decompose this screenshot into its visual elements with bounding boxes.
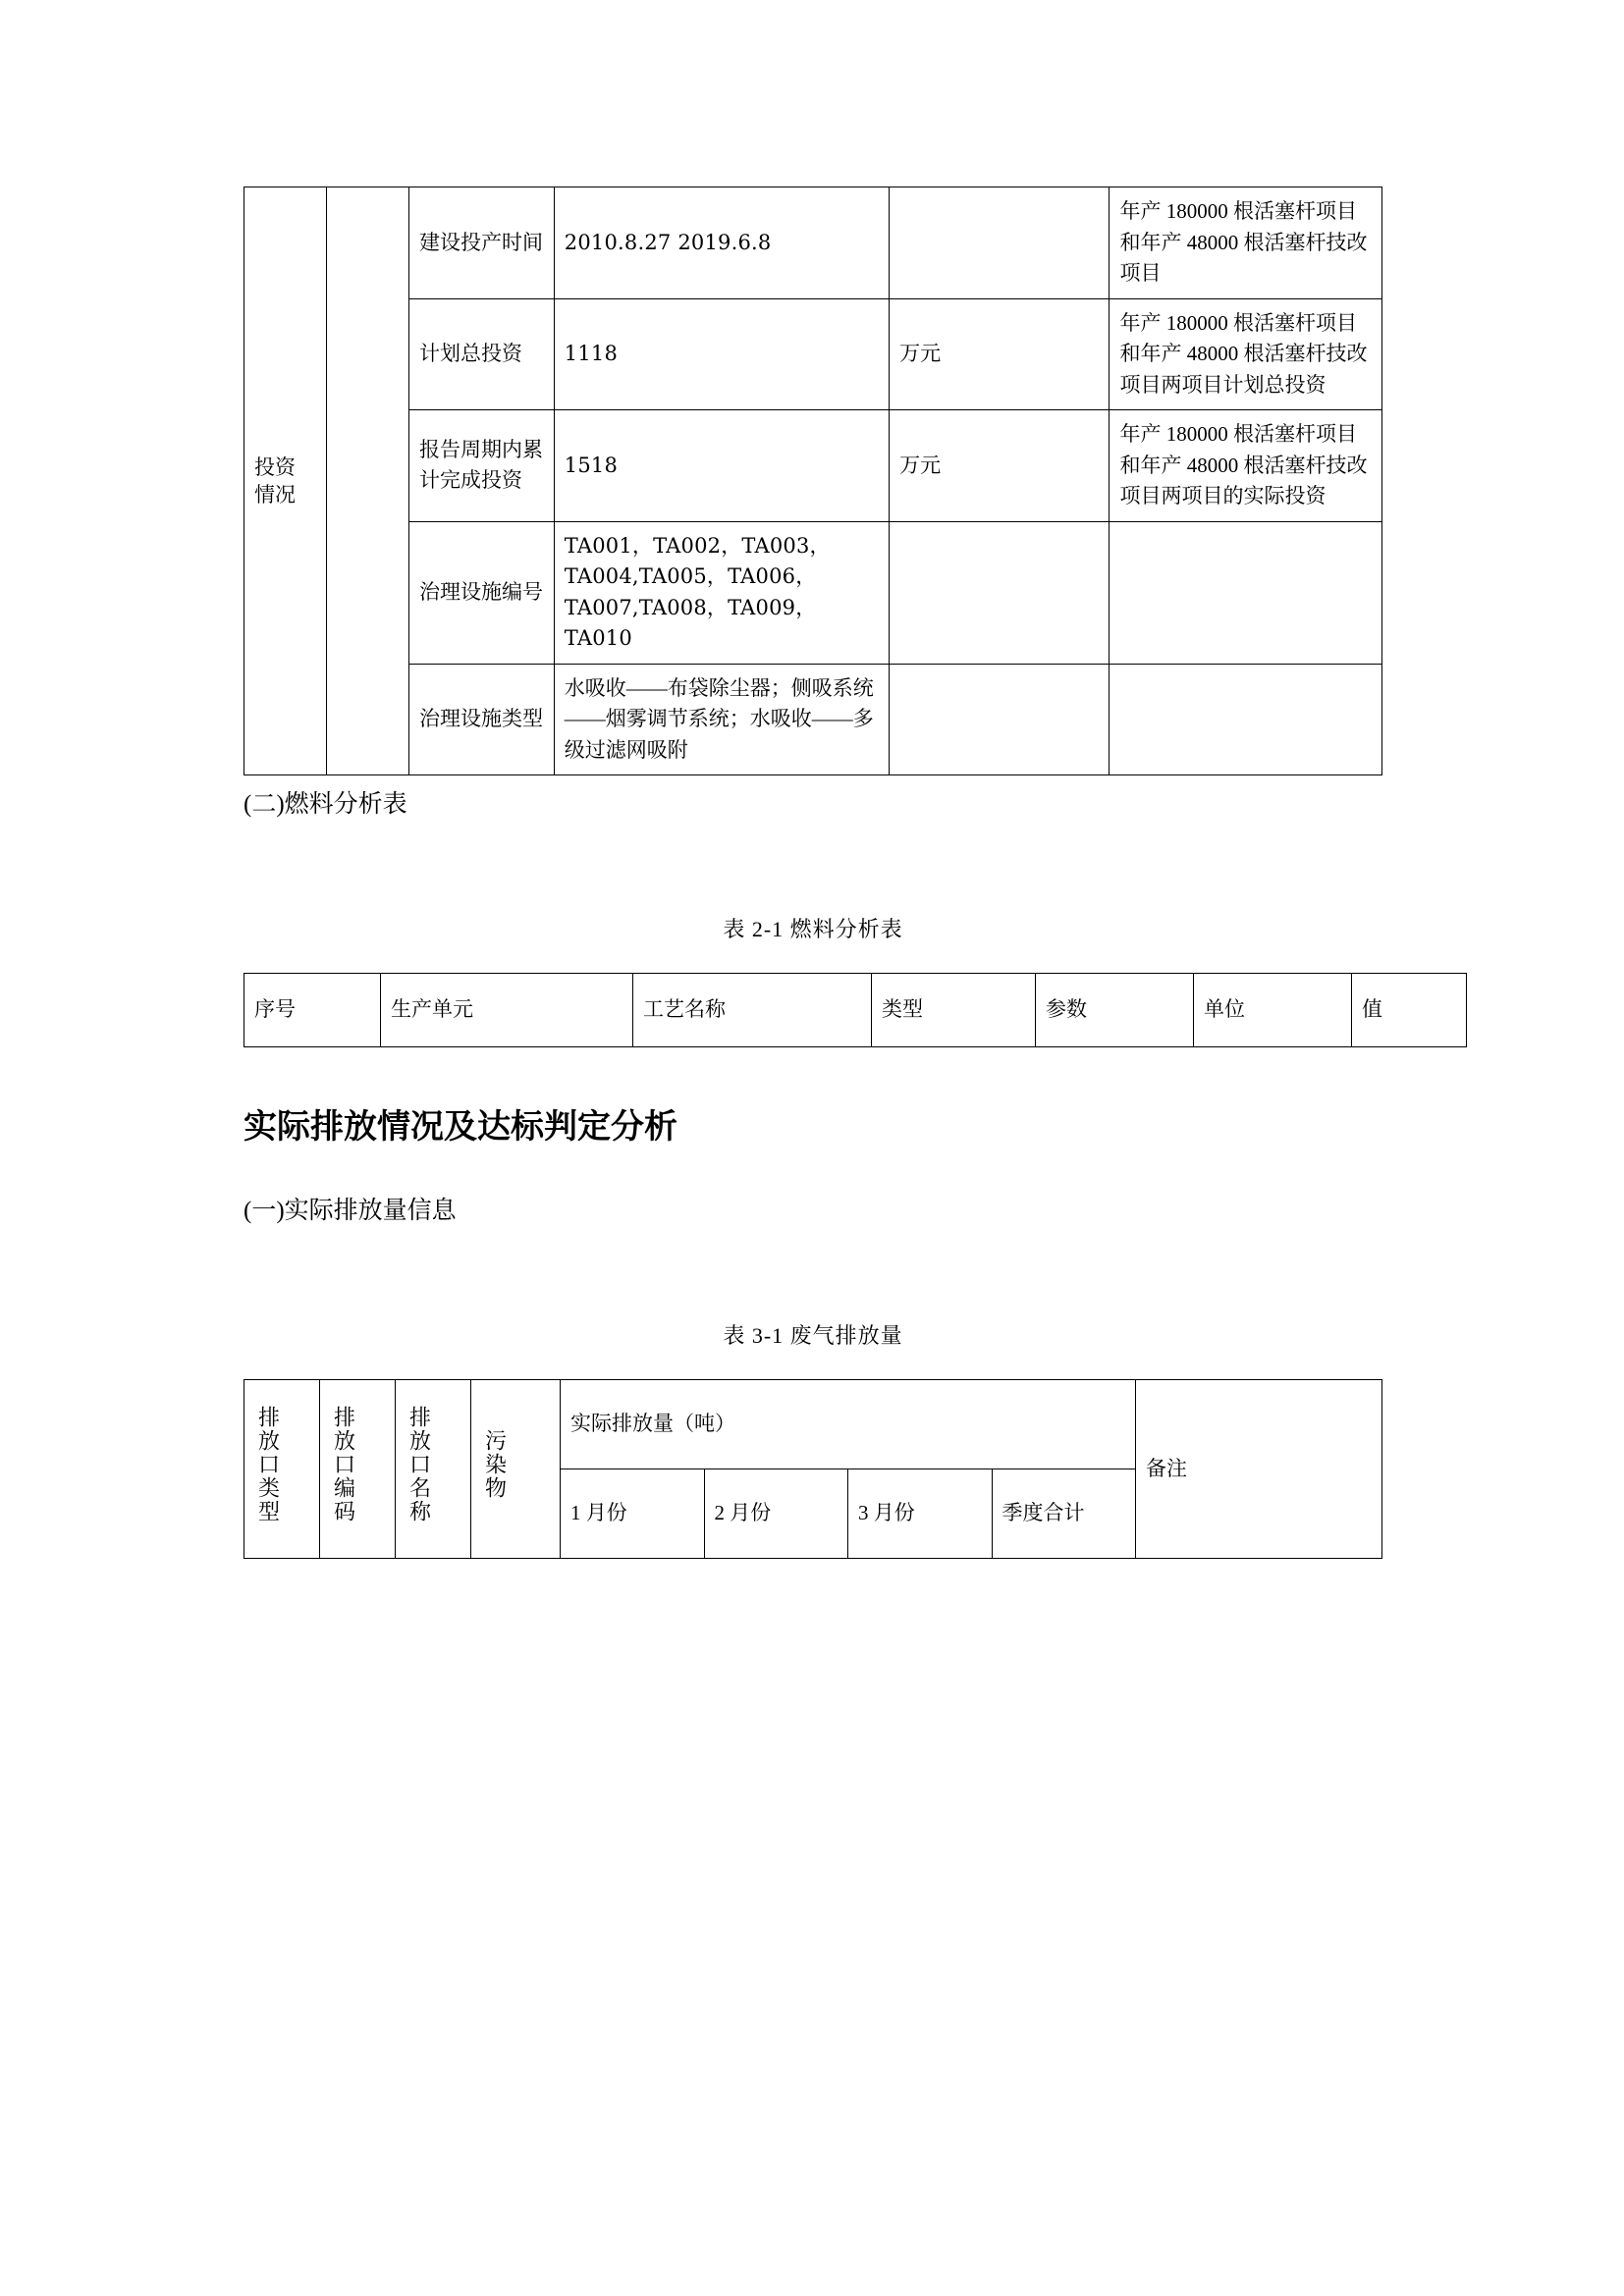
col-header-outlet-type xyxy=(244,1380,320,1559)
col-header-outlet-type-text: 排放口类型 xyxy=(255,1405,281,1523)
table-header-row xyxy=(244,974,1467,1047)
row-unit xyxy=(890,521,1110,664)
table-row xyxy=(244,521,1382,664)
row-unit: 万元 xyxy=(890,298,1110,410)
table-row xyxy=(244,664,1382,775)
page-content xyxy=(244,187,1382,1559)
col-header-outlet-code xyxy=(320,1380,396,1559)
table-row xyxy=(244,187,1382,299)
group-label-line2: 情况 xyxy=(254,483,296,507)
col-header-month-3: 3 月份 xyxy=(848,1469,993,1559)
col-header-unit: 单位 xyxy=(1194,974,1352,1047)
col-header-pollutant-text: 污染物 xyxy=(482,1428,508,1500)
row-label: 治理设施编号 xyxy=(409,521,555,664)
col-header-month-2: 2 月份 xyxy=(704,1469,848,1559)
row-note: 年产 180000 根活塞杆项目和年产 48000 根活塞杆技改项目两项目的实际投资 xyxy=(1110,410,1382,522)
col-header-process-name: 工艺名称 xyxy=(633,974,872,1047)
col-header-pollutant xyxy=(471,1380,561,1559)
col-header-month-1: 1 月份 xyxy=(561,1469,705,1559)
row-unit: 万元 xyxy=(890,410,1110,522)
investment-group-label xyxy=(244,187,327,775)
emission-section-title: 实际排放情况及达标判定分析 xyxy=(244,1107,677,1147)
row-note xyxy=(1110,664,1382,775)
col-header-quarter-total: 季度合计 xyxy=(992,1469,1136,1559)
table-row xyxy=(244,410,1382,522)
row-label: 治理设施类型 xyxy=(409,664,555,775)
row-note: 年产 180000 根活塞杆项目和年产 48000 根活塞杆技改项目 xyxy=(1110,187,1382,299)
row-value: 1118 xyxy=(554,298,889,410)
investment-table xyxy=(244,187,1382,775)
emission-table-caption: 表 3-1 废气排放量 xyxy=(723,1323,903,1348)
table-row xyxy=(244,298,1382,410)
fuel-section-heading: (二)燃料分析表 xyxy=(244,791,407,818)
row-note: 年产 180000 根活塞杆项目和年产 48000 根活塞杆技改项目两项目计划总投资 xyxy=(1110,298,1382,410)
col-header-actual-emission-group: 实际排放量（吨） xyxy=(561,1380,1136,1469)
fuel-table-caption: 表 2-1 燃料分析表 xyxy=(723,917,903,941)
col-header-outlet-name-text: 排放口名称 xyxy=(406,1405,432,1523)
col-header-outlet-code-text: 排放口编码 xyxy=(331,1405,356,1523)
col-header-production-unit: 生产单元 xyxy=(381,974,633,1047)
col-header-value: 值 xyxy=(1352,974,1467,1047)
table-header-row-top xyxy=(244,1380,1382,1469)
row-value: 水吸收——布袋除尘器；侧吸系统——烟雾调节系统；水吸收——多级过滤网吸附 xyxy=(554,664,889,775)
emission-subheading: (一)实际排放量信息 xyxy=(244,1198,457,1224)
investment-blank-column xyxy=(327,187,409,775)
row-unit xyxy=(890,187,1110,299)
row-label: 建设投产时间 xyxy=(409,187,555,299)
waste-gas-emission-table xyxy=(244,1379,1382,1559)
row-value: TA001，TA002，TA003，TA004,TA005，TA006，TA007,TA008，TA009，TA010 xyxy=(554,521,889,664)
row-value: 2010.8.27 2019.6.8 xyxy=(554,187,889,299)
row-value: 1518 xyxy=(554,410,889,522)
col-header-type: 类型 xyxy=(872,974,1036,1047)
col-header-index: 序号 xyxy=(244,974,381,1047)
row-note xyxy=(1110,521,1382,664)
col-header-outlet-name xyxy=(396,1380,471,1559)
row-label: 计划总投资 xyxy=(409,298,555,410)
row-label: 报告周期内累计完成投资 xyxy=(409,410,555,522)
fuel-analysis-table xyxy=(244,973,1467,1047)
col-header-remark: 备注 xyxy=(1136,1380,1382,1559)
group-label-line1: 投资 xyxy=(254,454,296,479)
row-unit xyxy=(890,664,1110,775)
col-header-parameter: 参数 xyxy=(1036,974,1194,1047)
